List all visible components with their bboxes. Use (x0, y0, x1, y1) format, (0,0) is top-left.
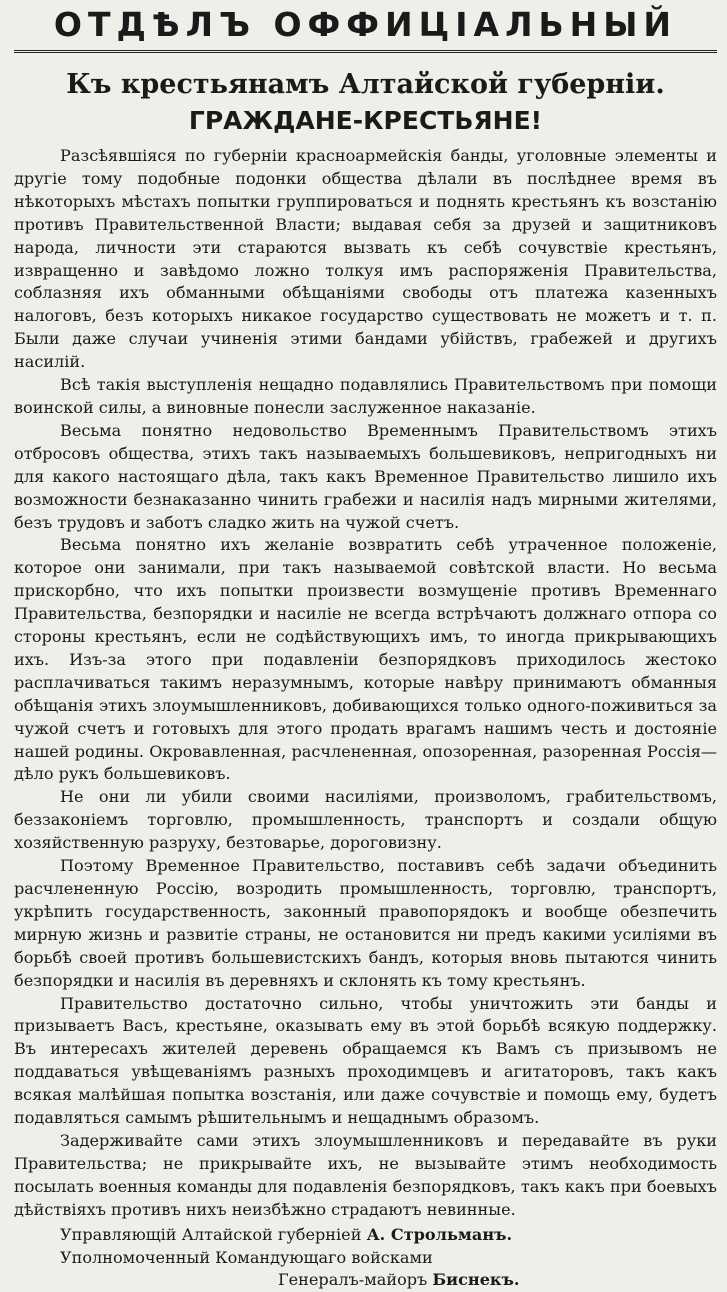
signature-general-name: Биснекъ. (432, 1270, 520, 1290)
paragraph-3: Весьма понятно недовольство Временнымъ Правительствомъ этихъ отбросовъ общества, этихъ такъ называемыхъ большевиковъ, непригодныхъ ни для какого настоящаго дѣла, такъ какъ Временное Правительство лишило ихъ возможности безнаказанно чинить грабежи и насилія надъ мирными жителями, безъ трудовъ и заботъ сладко жить на чужой счетъ. (14, 420, 717, 532)
paragraph-7: Правительство достаточно сильно, чтобы уничтожить эти банды и призываетъ Васъ, крестьяне, оказывать ему въ этой борьбѣ всякую поддержку. Въ интересахъ жителей деревень обращаемся къ Вамъ съ призывомъ не поддаваться увѣщеваніямъ разныхъ проходимцевъ и агитаторовъ, такъ какъ всякая малѣйшая попытка возстанія, или даже сочувствіе и помощь ему, будетъ подавляться самымъ рѣшительнымъ и нещаднымъ образомъ. (14, 993, 717, 1128)
paragraph-2: Всѣ такія выступленія нещадно подавлялись Правительствомъ при помощи воинской силы, а виновные понесли заслуженное наказаніе. (14, 375, 717, 417)
section-header: ОТДѢЛЪ ОФФИЦІАЛЬНЫЙ (14, 0, 717, 53)
signature-governor-title: Управляющій Алтайской губерніей (60, 1224, 367, 1244)
paragraph-8: Задерживайте сами этихъ злоумышленниковъ и передавайте въ руки Правительства; не прикрывайте ихъ, не вызывайте этимъ необходимость посылать военныя команды для подавленія безпорядковъ, такъ какъ при боевыхъ дѣйствіяхъ противъ нихъ неизбѣжно страдаютъ невинные. (14, 1130, 717, 1219)
article-title: Къ крестьянамъ Алтайской губерніи. (66, 69, 665, 100)
paragraph-5: Не они ли убили своими насиліями, произволомъ, грабительствомъ, беззаконіемъ торговлю, промышленность, транспортъ и создали общую хозяйственную разруху, безтоварье, дороговизну. (14, 787, 717, 853)
article-body (14, 145, 717, 1222)
paragraph-4: Весьма понятно ихъ желаніе возвратить себѣ утраченное положеніе, которое они занимали, при такъ называемой совѣтской власти. Но весьма прискорбно, что ихъ попытки произвести возмущеніе противъ Временнаго Правительства, безпорядки и насиліе не всегда встрѣчаютъ должнаго отпора со стороны крестьянъ, если не содѣйствующихъ имъ, то иногда прикрывающихъ ихъ. Изъ-за этого при подавленіи безпорядковъ приходилось жестоко расплачиваться такимъ неразумнымъ, которые навѣру принимаютъ обманныя обѣщанія этихъ злоумышленниковъ, добивающихся только одного-поживиться за чужой счетъ и готовыхъ для этого продать врагамъ нашимъ честь и достояніе нашей родины. Окровавленная, расчлененная, опозоренная, разоренная Россія—дѣло рукъ большевиковъ. (14, 535, 717, 784)
paragraph-6: Поэтому Временное Правительство, поставивъ себѣ задачи объединить расчлененную Россію, возродить промышленность, торговлю, транспортъ, укрѣпить государственность, законный правопорядокъ и вообще обезпечить мирную жизнь и развитіе страны, не остановится ни предъ какими усиліями въ борьбѣ своей противъ большевистскихъ бандъ, которыя вновь пытаются чинить безпорядки и насилія въ деревняхъ и склонять къ тому крестьянъ. (14, 856, 717, 990)
signatures (14, 1224, 717, 1292)
signature-governor (14, 1224, 717, 1247)
signature-general (14, 1269, 717, 1292)
paragraph-1: Разсѣявшіяся по губерніи красноармейскія банды, уголовные элементы и другіе тому подобные подонки общества дѣлали въ послѣднее время въ нѣкоторыхъ мѣстахъ попытки группироваться и поднять крестьянъ къ возстанію противъ Правительственной Власти; выдавая себя за друзей и защитниковъ народа, личности эти стараются вызвать къ себѣ сочувствіе крестьянъ, извращенно и завѣдомо ложно толкуя имъ распоряженія Правительства, соблазняя ихъ обманными обѣщаніями свободы отъ платежа казенныхъ налоговъ, безъ которыхъ никакое государство существовать не можетъ и т. п. Были даже случаи учиненія этими бандами убійствъ, грабежей и другихъ насилій. (14, 146, 717, 372)
article-subtitle: ГРАЖДАНЕ-КРЕСТЬЯНЕ! (188, 106, 543, 135)
signature-general-rank: Генералъ-майоръ (278, 1270, 433, 1290)
signature-commander-title: Уполномоченный Командующаго войсками (60, 1247, 433, 1267)
signature-governor-name: А. Строльманъ. (366, 1224, 513, 1244)
